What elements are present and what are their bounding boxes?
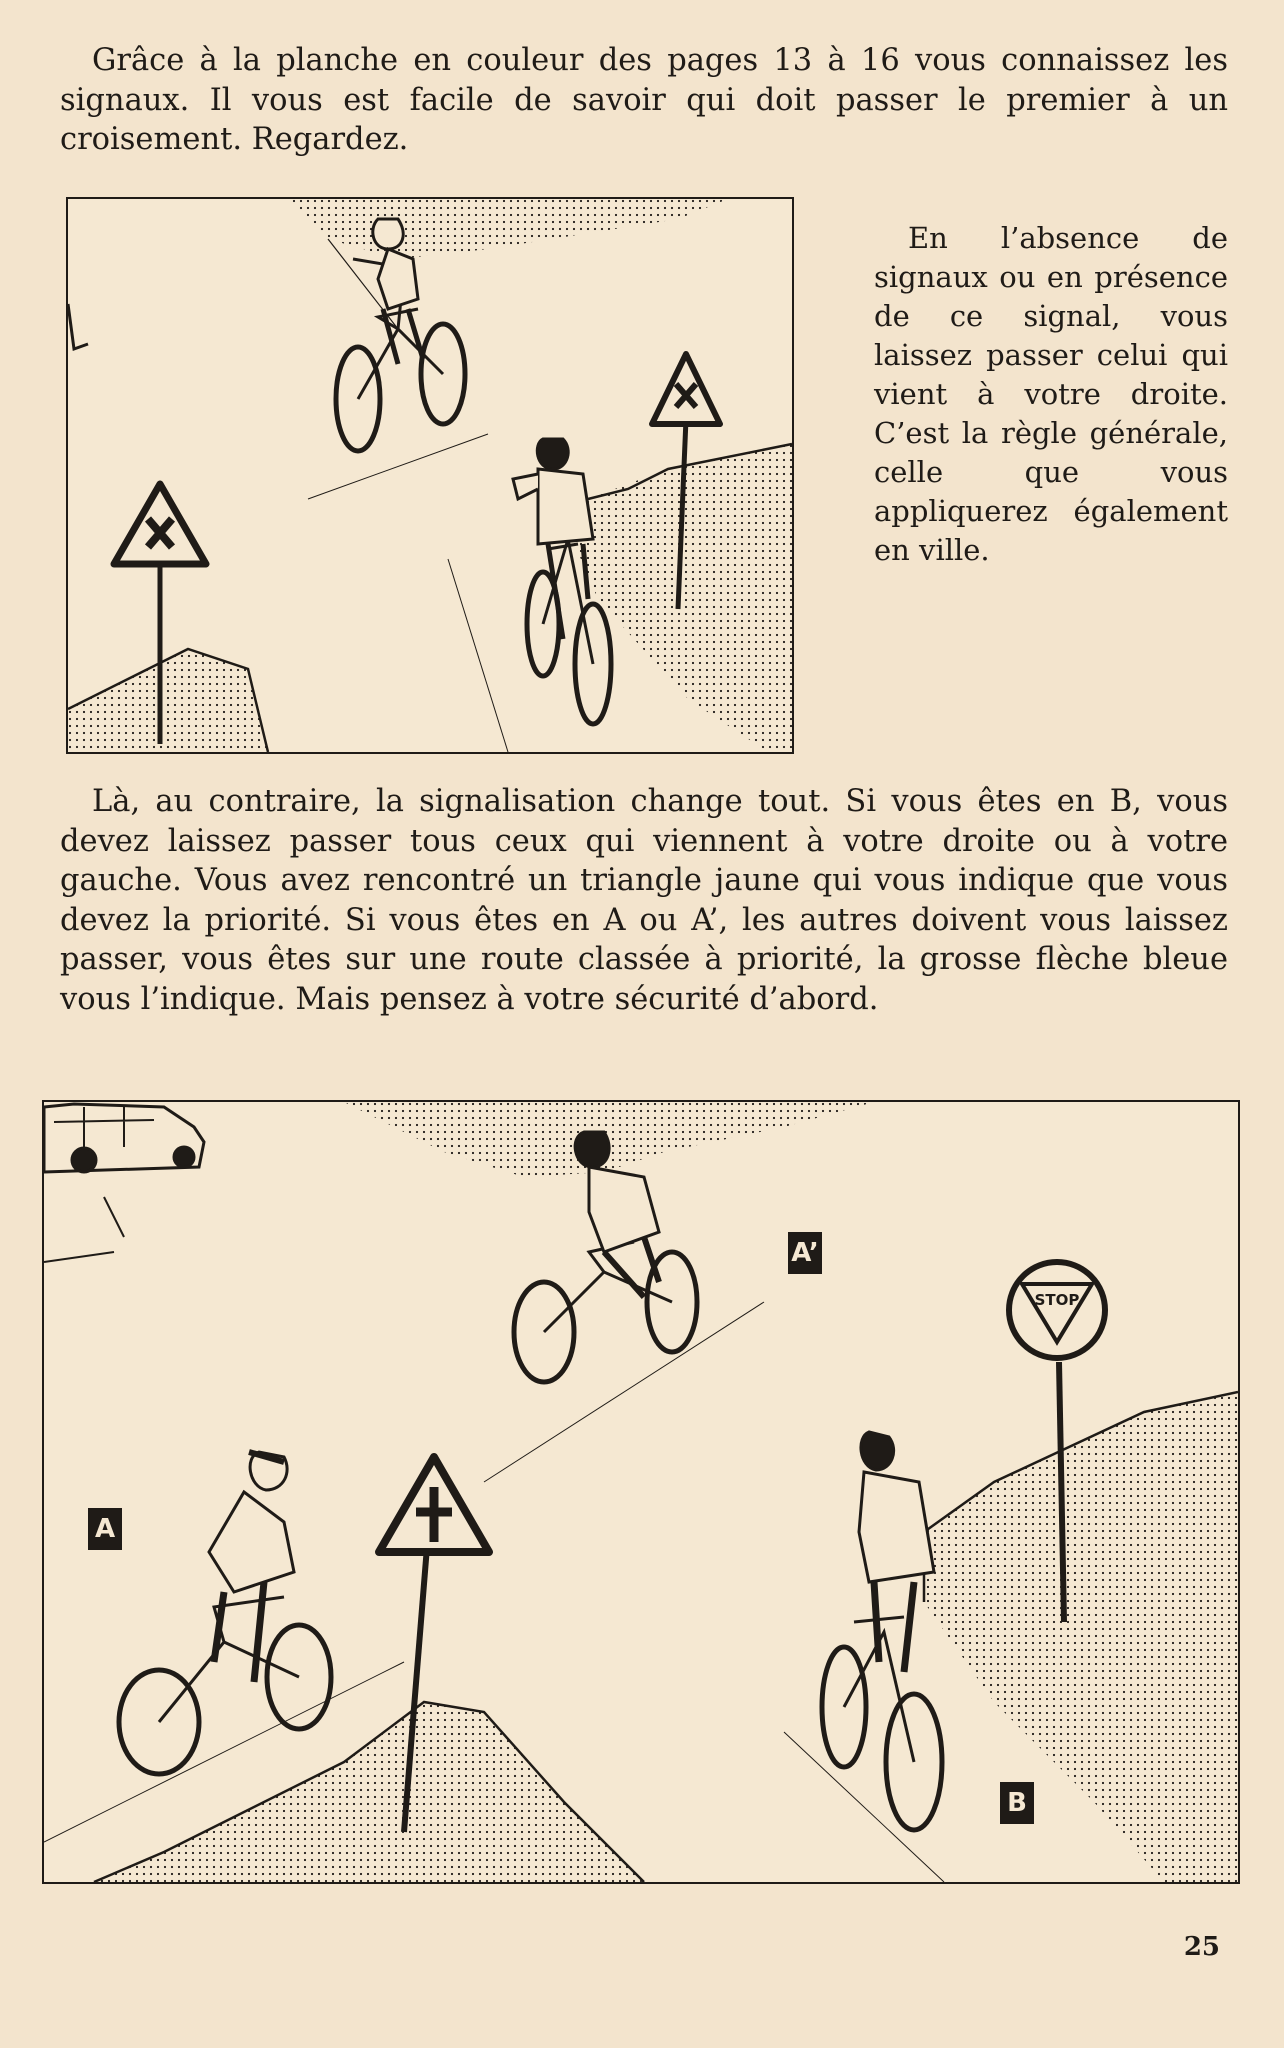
car: [44, 1104, 204, 1172]
field-bottom-left: [94, 1702, 644, 1882]
cyclist-top: [336, 219, 465, 451]
page-number: 25: [1183, 1932, 1220, 1962]
stop-sign-text: STOP: [1034, 1291, 1080, 1309]
priority-road-illustration: [42, 1100, 1240, 1884]
label-a: A: [88, 1508, 122, 1550]
cyclist-a: [119, 1452, 331, 1774]
intro-paragraph: Grâce à la planche en couleur des pages 13 à 16 vous connaissez les signaux. Il vous est facile de savoir qui doit passer le premier à un croisement. Regardez.: [60, 43, 1228, 157]
field-right: [924, 1392, 1238, 1882]
label-a-prime: A’: [788, 1232, 822, 1274]
crossroads-illustration: [66, 197, 794, 754]
priority-paragraph: Là, au contraire, la signalisation change tout. Si vous êtes en B, vous devez laissez passer tous ceux qui viennent à votre droite ou à votre gauche. Vous avez rencontré un triangle jaune qui vous indique que vous devez la priorité. Si vous êtes en A ou A’, les autres doivent vous laissez passer, vous êtes sur une route classée à priorité, la grosse flèche bleue vous l’indique. Mais pensez à votre sécurité d’abord.: [60, 784, 1228, 1017]
cyclist-b: [822, 1432, 942, 1830]
label-b: B: [1000, 1782, 1034, 1824]
field-top: [288, 199, 728, 259]
side-note-paragraph: En l’absence de signaux ou en présence de ce signal, vous laissez passer celui qui vient à votre droite. C’est la règle générale, celle que vous appliquerez également en ville.: [874, 221, 1228, 567]
